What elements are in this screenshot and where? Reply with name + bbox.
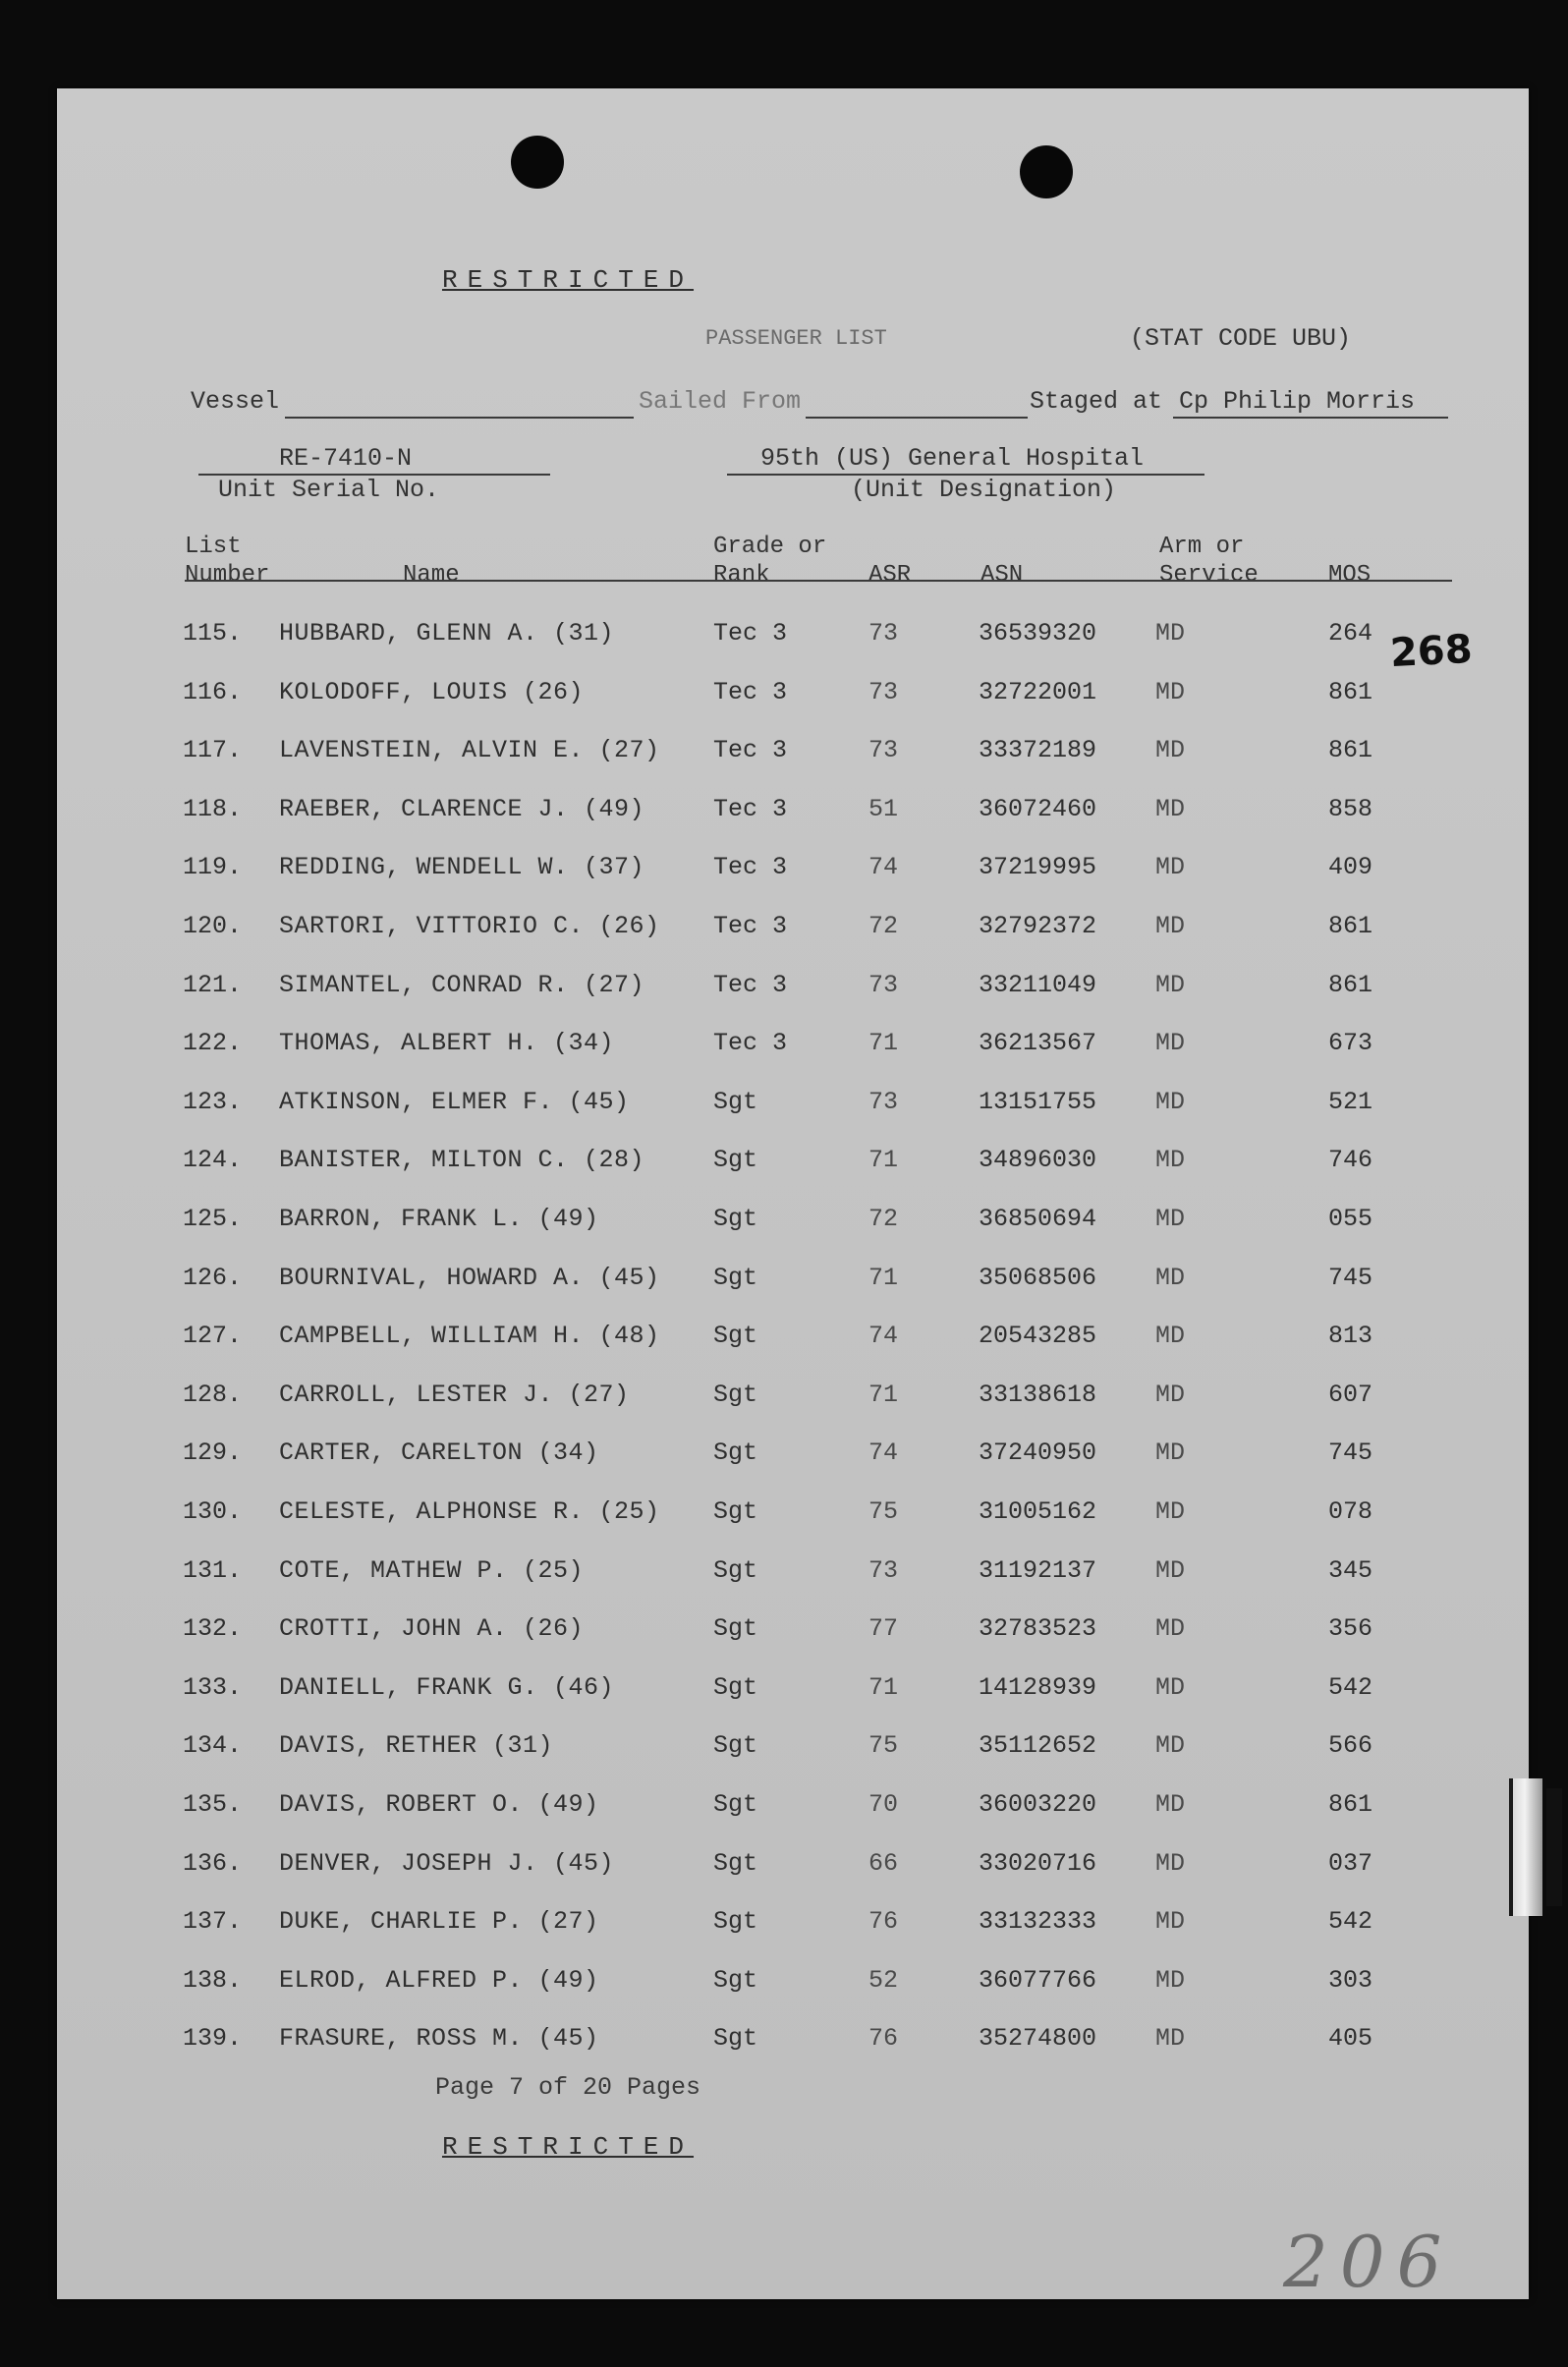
grade: Tec 3 xyxy=(713,912,788,940)
passenger-name: COTE, MATHEW P. (25) xyxy=(279,1555,585,1585)
arm-service: MD xyxy=(1155,677,1186,706)
passenger-name: KOLODOFF, LOUIS (26) xyxy=(279,677,585,706)
table-row xyxy=(57,1497,1529,1537)
passenger-name: BANISTER, MILTON C. (28) xyxy=(279,1146,645,1175)
table-row xyxy=(57,2024,1529,2063)
mos: 055 xyxy=(1328,1205,1373,1233)
asr: 71 xyxy=(868,1263,899,1292)
unit-serial-value: RE-7410-N xyxy=(279,444,413,473)
arm-service: MD xyxy=(1155,1672,1186,1702)
mos: 037 xyxy=(1328,1848,1373,1878)
list-number: 135. xyxy=(183,1790,243,1819)
arm-service: MD xyxy=(1155,619,1186,648)
handwritten-number: 206 xyxy=(1283,2221,1454,2303)
asr: 73 xyxy=(868,1555,899,1585)
mos: 746 xyxy=(1328,1146,1373,1175)
list-number: 136. xyxy=(183,1848,243,1878)
arm-service: MD xyxy=(1155,1322,1186,1351)
grade: Sgt xyxy=(713,1497,758,1526)
passenger-name: CARTER, CARELTON (34) xyxy=(279,1438,599,1468)
list-number: 125. xyxy=(183,1205,243,1233)
mos: 521 xyxy=(1328,1087,1373,1116)
grade: Tec 3 xyxy=(713,736,788,765)
list-number: 124. xyxy=(183,1146,243,1175)
grade: Tec 3 xyxy=(713,1029,788,1058)
grade: Sgt xyxy=(713,1146,758,1175)
list-number: 119. xyxy=(183,853,243,882)
mos: 673 xyxy=(1328,1029,1373,1058)
mos: 566 xyxy=(1328,1731,1373,1761)
arm-service: MD xyxy=(1155,1146,1186,1175)
list-number: 127. xyxy=(183,1322,243,1351)
arm-service: MD xyxy=(1155,1029,1186,1058)
passenger-name: CAMPBELL, WILLIAM H. (48) xyxy=(279,1322,660,1351)
table-row xyxy=(57,1966,1529,2005)
asn: 31005162 xyxy=(979,1497,1097,1526)
asn: 33132333 xyxy=(979,1907,1097,1937)
vessel-label: Vessel xyxy=(191,387,280,416)
arm-service: MD xyxy=(1155,794,1186,823)
table-row xyxy=(57,1322,1529,1361)
mos: 861 xyxy=(1328,1790,1373,1819)
list-number: 138. xyxy=(183,1965,243,1995)
arm-service: MD xyxy=(1155,1438,1186,1468)
asn: 35112652 xyxy=(979,1731,1097,1761)
arm-service: MD xyxy=(1155,970,1186,999)
passenger-name: CROTTI, JOHN A. (26) xyxy=(279,1614,585,1644)
grade: Tec 3 xyxy=(713,677,788,706)
asn: 37219995 xyxy=(979,853,1097,882)
list-number: 122. xyxy=(183,1029,243,1058)
passenger-name: DAVIS, RETHER (31) xyxy=(279,1731,554,1761)
asr: 52 xyxy=(868,1965,899,1995)
mos: 745 xyxy=(1328,1263,1373,1292)
list-number: 120. xyxy=(183,912,243,940)
list-number: 133. xyxy=(183,1672,243,1702)
arm-service: MD xyxy=(1155,1205,1186,1233)
asr: 75 xyxy=(868,1497,899,1526)
asn: 32722001 xyxy=(979,677,1097,706)
document-subtitle: PASSENGER LIST xyxy=(705,326,887,351)
mos: 409 xyxy=(1328,853,1373,882)
list-number: 139. xyxy=(183,2024,243,2054)
stat-code: (STAT CODE UBU) xyxy=(1130,324,1352,353)
table-row xyxy=(57,736,1529,775)
passenger-name: THOMAS, ALBERT H. (34) xyxy=(279,1029,615,1058)
document-page xyxy=(57,88,1529,2303)
asr: 51 xyxy=(868,794,899,823)
list-number: 116. xyxy=(183,677,243,706)
list-number: 129. xyxy=(183,1438,243,1468)
grade: Tec 3 xyxy=(713,970,788,999)
list-number: 118. xyxy=(183,794,243,823)
unit-serial-label: Unit Serial No. xyxy=(218,476,440,504)
arm-service: MD xyxy=(1155,1731,1186,1761)
arm-service: MD xyxy=(1155,1790,1186,1819)
asn: 33020716 xyxy=(979,1848,1097,1878)
mos: 264 xyxy=(1328,619,1373,648)
grade: Tec 3 xyxy=(713,853,788,882)
mos: 345 xyxy=(1328,1555,1373,1585)
grade: Sgt xyxy=(713,1907,758,1937)
table-row xyxy=(57,1790,1529,1830)
table-row xyxy=(57,1849,1529,1888)
table-row xyxy=(57,795,1529,834)
asn: 37240950 xyxy=(979,1438,1097,1468)
asr: 73 xyxy=(868,1087,899,1116)
mos: 542 xyxy=(1328,1672,1373,1702)
grade: Sgt xyxy=(713,1672,758,1702)
passenger-name: CELESTE, ALPHONSE R. (25) xyxy=(279,1497,660,1526)
list-number: 117. xyxy=(183,736,243,765)
asn: 36850694 xyxy=(979,1205,1097,1233)
mos: 858 xyxy=(1328,794,1373,823)
passenger-name: DUKE, CHARLIE P. (27) xyxy=(279,1907,599,1937)
asn: 33211049 xyxy=(979,970,1097,999)
arm-service: MD xyxy=(1155,736,1186,765)
arm-service: MD xyxy=(1155,1614,1186,1644)
asr: 70 xyxy=(868,1790,899,1819)
asn: 13151755 xyxy=(979,1087,1097,1116)
passenger-name: RAEBER, CLARENCE J. (49) xyxy=(279,794,645,823)
mos: 813 xyxy=(1328,1322,1373,1351)
arm-service: MD xyxy=(1155,1497,1186,1526)
mos: 303 xyxy=(1328,1965,1373,1995)
table-row xyxy=(57,1614,1529,1654)
grade: Sgt xyxy=(713,1438,758,1468)
asn: 36003220 xyxy=(979,1790,1097,1819)
passenger-name: DAVIS, ROBERT O. (49) xyxy=(279,1790,599,1819)
passenger-name: BARRON, FRANK L. (49) xyxy=(279,1205,599,1233)
passenger-name: FRASURE, ROSS M. (45) xyxy=(279,2024,599,2054)
asr: 72 xyxy=(868,1205,899,1233)
grade: Sgt xyxy=(713,1263,758,1292)
arm-service: MD xyxy=(1155,1263,1186,1292)
grade: Sgt xyxy=(713,1848,758,1878)
col-header-number: Number xyxy=(185,562,270,589)
asn: 20543285 xyxy=(979,1322,1097,1351)
list-number: 115. xyxy=(183,619,243,648)
col-header-mos: MOS xyxy=(1328,562,1372,589)
grade: Tec 3 xyxy=(713,794,788,823)
asn: 33372189 xyxy=(979,736,1097,765)
mos: 861 xyxy=(1328,677,1373,706)
passenger-name: BOURNIVAL, HOWARD A. (45) xyxy=(279,1263,660,1292)
grade: Sgt xyxy=(713,1614,758,1644)
arm-service: MD xyxy=(1155,1087,1186,1116)
list-number: 130. xyxy=(183,1497,243,1526)
asr: 73 xyxy=(868,736,899,765)
mos: 542 xyxy=(1328,1907,1373,1937)
list-number: 132. xyxy=(183,1614,243,1644)
asr: 74 xyxy=(868,1322,899,1351)
col-header-name: Name xyxy=(403,562,460,589)
mos: 861 xyxy=(1328,912,1373,940)
arm-service: MD xyxy=(1155,1380,1186,1409)
list-number: 128. xyxy=(183,1380,243,1409)
grade: Sgt xyxy=(713,1380,758,1409)
table-row xyxy=(57,1556,1529,1596)
grade: Sgt xyxy=(713,1322,758,1351)
table-row xyxy=(57,912,1529,951)
asr: 72 xyxy=(868,912,899,940)
asn: 36072460 xyxy=(979,794,1097,823)
asn: 36077766 xyxy=(979,1965,1097,1995)
asr: 74 xyxy=(868,1438,899,1468)
passenger-name: DANIELL, FRANK G. (46) xyxy=(279,1672,615,1702)
asr: 76 xyxy=(868,1907,899,1937)
grade: Sgt xyxy=(713,1087,758,1116)
table-row xyxy=(57,1029,1529,1068)
passenger-name: HUBBARD, GLENN A. (31) xyxy=(279,619,615,648)
sailed-from-label: Sailed From xyxy=(639,387,802,416)
sailed-from-underline xyxy=(806,417,1028,419)
col-header-service: Service xyxy=(1159,562,1259,589)
asr: 77 xyxy=(868,1614,899,1644)
punch-hole-right xyxy=(1020,145,1073,198)
unit-designation-value: 95th (US) General Hospital xyxy=(760,444,1145,473)
col-header-rank: Rank xyxy=(713,562,770,589)
col-header-grade-or: Grade or xyxy=(713,534,827,560)
staged-at-underline xyxy=(1173,417,1448,419)
asn: 33138618 xyxy=(979,1380,1097,1409)
arm-service: MD xyxy=(1155,2024,1186,2054)
asr: 71 xyxy=(868,1029,899,1058)
asn: 31192137 xyxy=(979,1555,1097,1585)
footer-title: RESTRICTED xyxy=(441,2132,695,2162)
asn: 32792372 xyxy=(979,912,1097,940)
vessel-underline xyxy=(285,417,634,419)
passenger-name: CARROLL, LESTER J. (27) xyxy=(279,1380,630,1409)
staged-at-value: Cp Philip Morris xyxy=(1179,387,1416,416)
asn: 14128939 xyxy=(979,1672,1097,1702)
mos: 745 xyxy=(1328,1438,1373,1468)
table-row xyxy=(57,619,1529,658)
grade: Sgt xyxy=(713,1205,758,1233)
table-row xyxy=(57,1673,1529,1713)
col-header-arm-or: Arm or xyxy=(1159,534,1245,560)
arm-service: MD xyxy=(1155,912,1186,940)
mos: 607 xyxy=(1328,1380,1373,1409)
header-rule xyxy=(185,580,1452,582)
asr: 73 xyxy=(868,970,899,999)
table-row xyxy=(57,1264,1529,1303)
asr: 74 xyxy=(868,853,899,882)
mos: 356 xyxy=(1328,1614,1373,1644)
mos: 861 xyxy=(1328,736,1373,765)
asr: 73 xyxy=(868,619,899,648)
table-row xyxy=(57,1205,1529,1244)
col-header-asn: ASN xyxy=(980,562,1024,589)
asr: 71 xyxy=(868,1672,899,1702)
passenger-name: LAVENSTEIN, ALVIN E. (27) xyxy=(279,736,660,765)
col-header-asr: ASR xyxy=(868,562,912,589)
list-number: 131. xyxy=(183,1555,243,1585)
asn: 36539320 xyxy=(979,619,1097,648)
mos: 861 xyxy=(1328,970,1373,999)
table-row xyxy=(57,853,1529,892)
list-number: 121. xyxy=(183,970,243,999)
table-row xyxy=(57,971,1529,1010)
mos: 078 xyxy=(1328,1497,1373,1526)
passenger-name: SARTORI, VITTORIO C. (26) xyxy=(279,912,660,940)
table-row xyxy=(57,1438,1529,1478)
grade: Sgt xyxy=(713,1965,758,1995)
asn: 36213567 xyxy=(979,1029,1097,1058)
asn: 35274800 xyxy=(979,2024,1097,2054)
asr: 71 xyxy=(868,1146,899,1175)
mos: 405 xyxy=(1328,2024,1373,2054)
arm-service: MD xyxy=(1155,853,1186,882)
list-number: 137. xyxy=(183,1907,243,1937)
arm-service: MD xyxy=(1155,1965,1186,1995)
table-row xyxy=(57,1088,1529,1127)
col-header-list: List xyxy=(185,534,242,560)
arm-service: MD xyxy=(1155,1555,1186,1585)
table-row xyxy=(57,1731,1529,1771)
passenger-name: REDDING, WENDELL W. (37) xyxy=(279,853,645,882)
asr: 76 xyxy=(868,2024,899,2054)
table-row xyxy=(57,678,1529,717)
asr: 73 xyxy=(868,677,899,706)
asr: 75 xyxy=(868,1731,899,1761)
table-row xyxy=(57,1146,1529,1185)
passenger-name: SIMANTEL, CONRAD R. (27) xyxy=(279,970,645,999)
grade: Sgt xyxy=(713,1790,758,1819)
document-title: RESTRICTED xyxy=(441,265,695,295)
asn: 35068506 xyxy=(979,1263,1097,1292)
asr: 66 xyxy=(868,1848,899,1878)
asr: 71 xyxy=(868,1380,899,1409)
unit-designation-label: (Unit Designation) xyxy=(851,476,1117,504)
list-number: 123. xyxy=(183,1087,243,1116)
list-number: 134. xyxy=(183,1731,243,1761)
passenger-name: DENVER, JOSEPH J. (45) xyxy=(279,1848,615,1878)
grade: Sgt xyxy=(713,1731,758,1761)
passenger-name: ELROD, ALFRED P. (49) xyxy=(279,1965,599,1995)
table-row xyxy=(57,1381,1529,1420)
arm-service: MD xyxy=(1155,1907,1186,1937)
staged-at-label: Staged at xyxy=(1030,387,1163,416)
asn: 32783523 xyxy=(979,1614,1097,1644)
stamp-number: 268 xyxy=(1388,626,1474,677)
punch-hole-left xyxy=(511,136,564,189)
grade: Tec 3 xyxy=(713,619,788,648)
table-row xyxy=(57,1907,1529,1946)
grade: Sgt xyxy=(713,2024,758,2054)
list-number: 126. xyxy=(183,1263,243,1292)
passenger-name: ATKINSON, ELMER F. (45) xyxy=(279,1087,630,1116)
page-info: Page 7 of 20 Pages xyxy=(434,2073,701,2102)
arm-service: MD xyxy=(1155,1848,1186,1878)
grade: Sgt xyxy=(713,1555,758,1585)
asn: 34896030 xyxy=(979,1146,1097,1175)
